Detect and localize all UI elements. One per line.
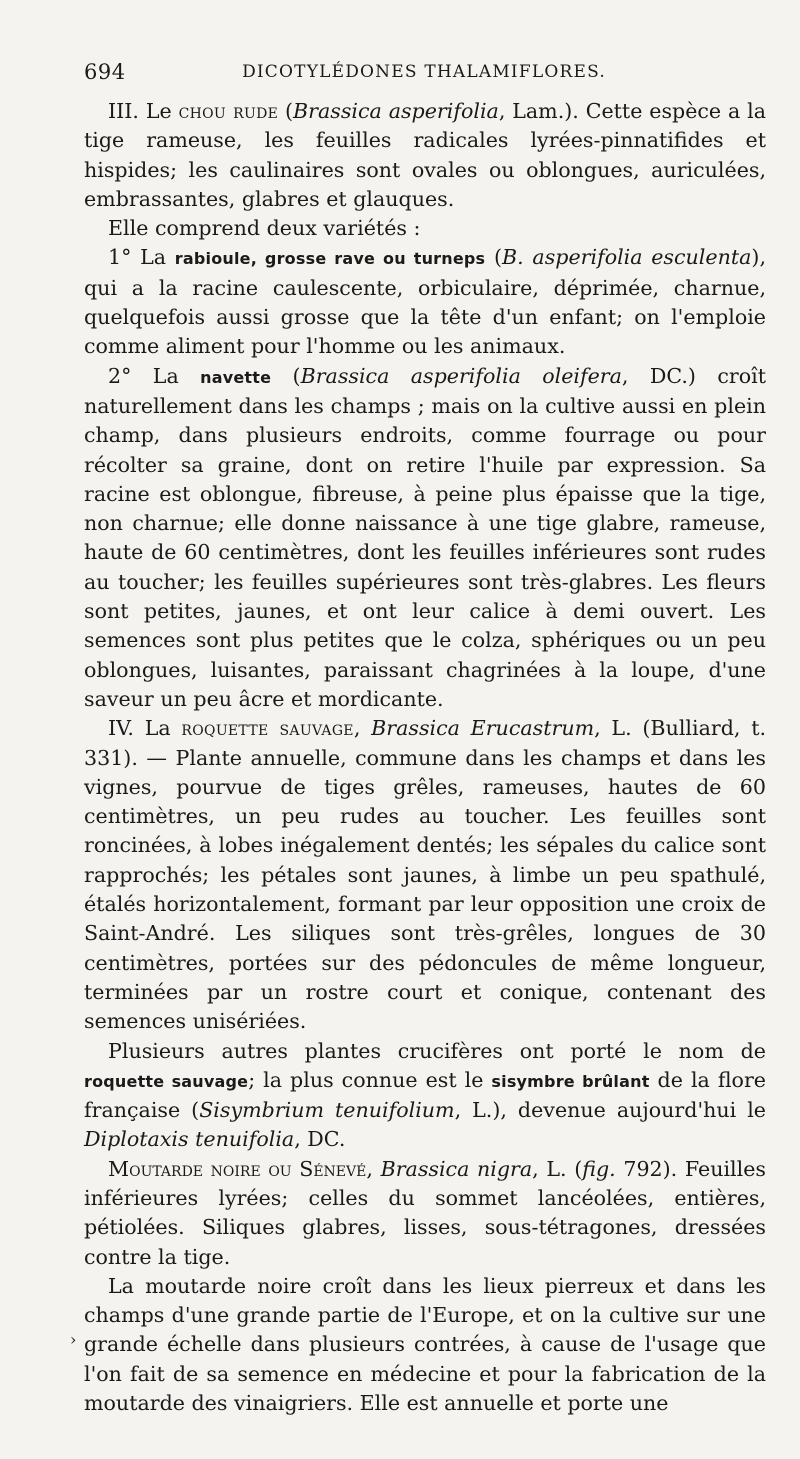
plant-name: navette bbox=[200, 367, 272, 387]
latin-name: B. asperifolia esculenta bbox=[502, 245, 752, 270]
plant-name: rabioule, grosse rave ou turneps bbox=[174, 249, 486, 269]
plant-name: sisymbre brûlant bbox=[491, 1071, 650, 1091]
text-run: ( bbox=[271, 363, 301, 388]
plant-name: roquette sauvage bbox=[181, 716, 354, 741]
latin-name: Diplotaxis tenuifolia bbox=[84, 1127, 295, 1152]
plant-name: chou rude bbox=[178, 99, 279, 123]
text-run: , L. ( bbox=[532, 1156, 583, 1181]
text-run: ; la plus connue est le bbox=[248, 1067, 492, 1092]
body-text bbox=[84, 97, 766, 1418]
text-run: , L. (Bulliard, t. 331). — Plante annuelle, commune dans les champs et dans les vignes, pourvue de tiges grêles, rameuses, hautes de 60 centimètres, un peu rudes au toucher. Les feuilles sont roncinées, à lobes inégalement dentés; les sépales du calice sont rapprochés; les pétales sont jaunes, à limbe un peu spathulé, étalés horizontalement, formant par leur opposition une croix de Saint-André. Les siliques sont très-grêles, longues de 30 centimètres, portées sur des pédoncules de même longueur, terminées par un rostre court et conique, contenant des semences unisériées. bbox=[84, 716, 767, 1034]
plant-name: roquette sauvage bbox=[84, 1071, 249, 1091]
text-run: de la flore française ( bbox=[84, 1067, 766, 1123]
latin-name: Brassica asperifolia bbox=[293, 99, 499, 123]
text-run: , DC. bbox=[294, 1127, 346, 1152]
text-run: ou bbox=[260, 1156, 300, 1181]
paragraph-rabioule bbox=[84, 243, 766, 361]
plant-name: Moutarde noire bbox=[108, 1156, 261, 1181]
text-run: Elle comprend deux variétés : bbox=[108, 216, 421, 241]
paragraph-moutarde-noire bbox=[84, 1155, 766, 1272]
text-run: , Lam.). Cette espèce a la tige rameuse, les feuilles radicales lyrées-pinnatifides et hispides; les caulinaires sont ovales ou oblongues, auriculées, embrassantes, glabres et glauques. bbox=[84, 99, 766, 211]
paragraph-chou-rude bbox=[84, 97, 766, 214]
paragraph-moutarde-culture bbox=[84, 1272, 766, 1418]
latin-name: Sisymbrium tenuifolium bbox=[199, 1098, 455, 1123]
running-title: DICOTYLÉDONES THALAMIFLORES. bbox=[242, 62, 606, 82]
text-run: III. Le bbox=[108, 99, 179, 123]
latin-name: Brassica nigra bbox=[380, 1156, 533, 1181]
latin-name: Brassica Erucastrum bbox=[371, 716, 595, 741]
text-run: Plusieurs autres plantes crucifères ont porté le nom de bbox=[108, 1038, 766, 1063]
text-run: 1° La bbox=[108, 245, 175, 270]
text-run: La moutarde noire croît dans les lieux pierreux et dans les champs d'une grande partie de l'Europe, et on la cultive sur une grande échelle dans plusieurs contrées, à cause de l'usage que l'on fait de sa semence en médecine et pour la fabrication de la moutarde des vinaigriers. Elle est annuelle et porte une bbox=[84, 1273, 766, 1416]
text-run: , DC.) croît naturellement dans les champs ; mais on la cultive aussi en plein champ, dans plusieurs endroits, comme fourrage ou pour récolter sa graine, dont on retire l'huile par expression. Sa racine est oblongue, fibreuse, à peine plus épaisse que la tige, non charnue; elle donne naissance à une tige glabre, rameuse, haute de 60 centimètres, dont les feuilles inférieures sont rudes au toucher; les feuilles supérieures sont très-glabres. Les fleurs sont petites, jaunes, et ont leur calice à demi ouvert. Les semences sont plus petites que le colza, sphériques ou un peu oblongues, luisantes, paraissant chagrinées à la loupe, d'une saveur un peu âcre et mordicante. bbox=[84, 363, 766, 711]
latin-name: Brassica asperifolia oleifera bbox=[300, 363, 622, 388]
text-run: 2° La bbox=[108, 363, 201, 388]
page-number: 694 bbox=[84, 60, 126, 84]
text-run: IV. La bbox=[108, 716, 182, 741]
figure-reference: fig. bbox=[582, 1156, 616, 1181]
margin-mark: › bbox=[70, 1330, 77, 1349]
text-run: 792). Feuilles inférieures lyrées; celles du sommet lancéolées, entières, pétiolées. Siliques glabres, lisses, sous-tétragones, dressées contre la tige. bbox=[84, 1156, 766, 1269]
page-header bbox=[84, 60, 764, 90]
text-run: ), qui a la racine caulescente, orbiculaire, déprimée, charnue, quelquefois aussi grosse que la tête d'un enfant; on l'emploie comme aliment pour l'homme ou les animaux. bbox=[84, 245, 766, 359]
paragraph-varietes bbox=[84, 214, 766, 243]
text-run: , bbox=[353, 716, 372, 741]
plant-name: Sénevé bbox=[299, 1156, 367, 1181]
paragraph-autres-plantes bbox=[84, 1037, 766, 1155]
text-run: , bbox=[366, 1156, 381, 1181]
text-run: ( bbox=[278, 99, 294, 123]
text-run: ( bbox=[485, 245, 503, 270]
paragraph-navette bbox=[84, 362, 766, 715]
paragraph-roquette-sauvage bbox=[84, 714, 766, 1036]
text-run: , L.), devenue aujourd'hui le bbox=[454, 1098, 766, 1123]
